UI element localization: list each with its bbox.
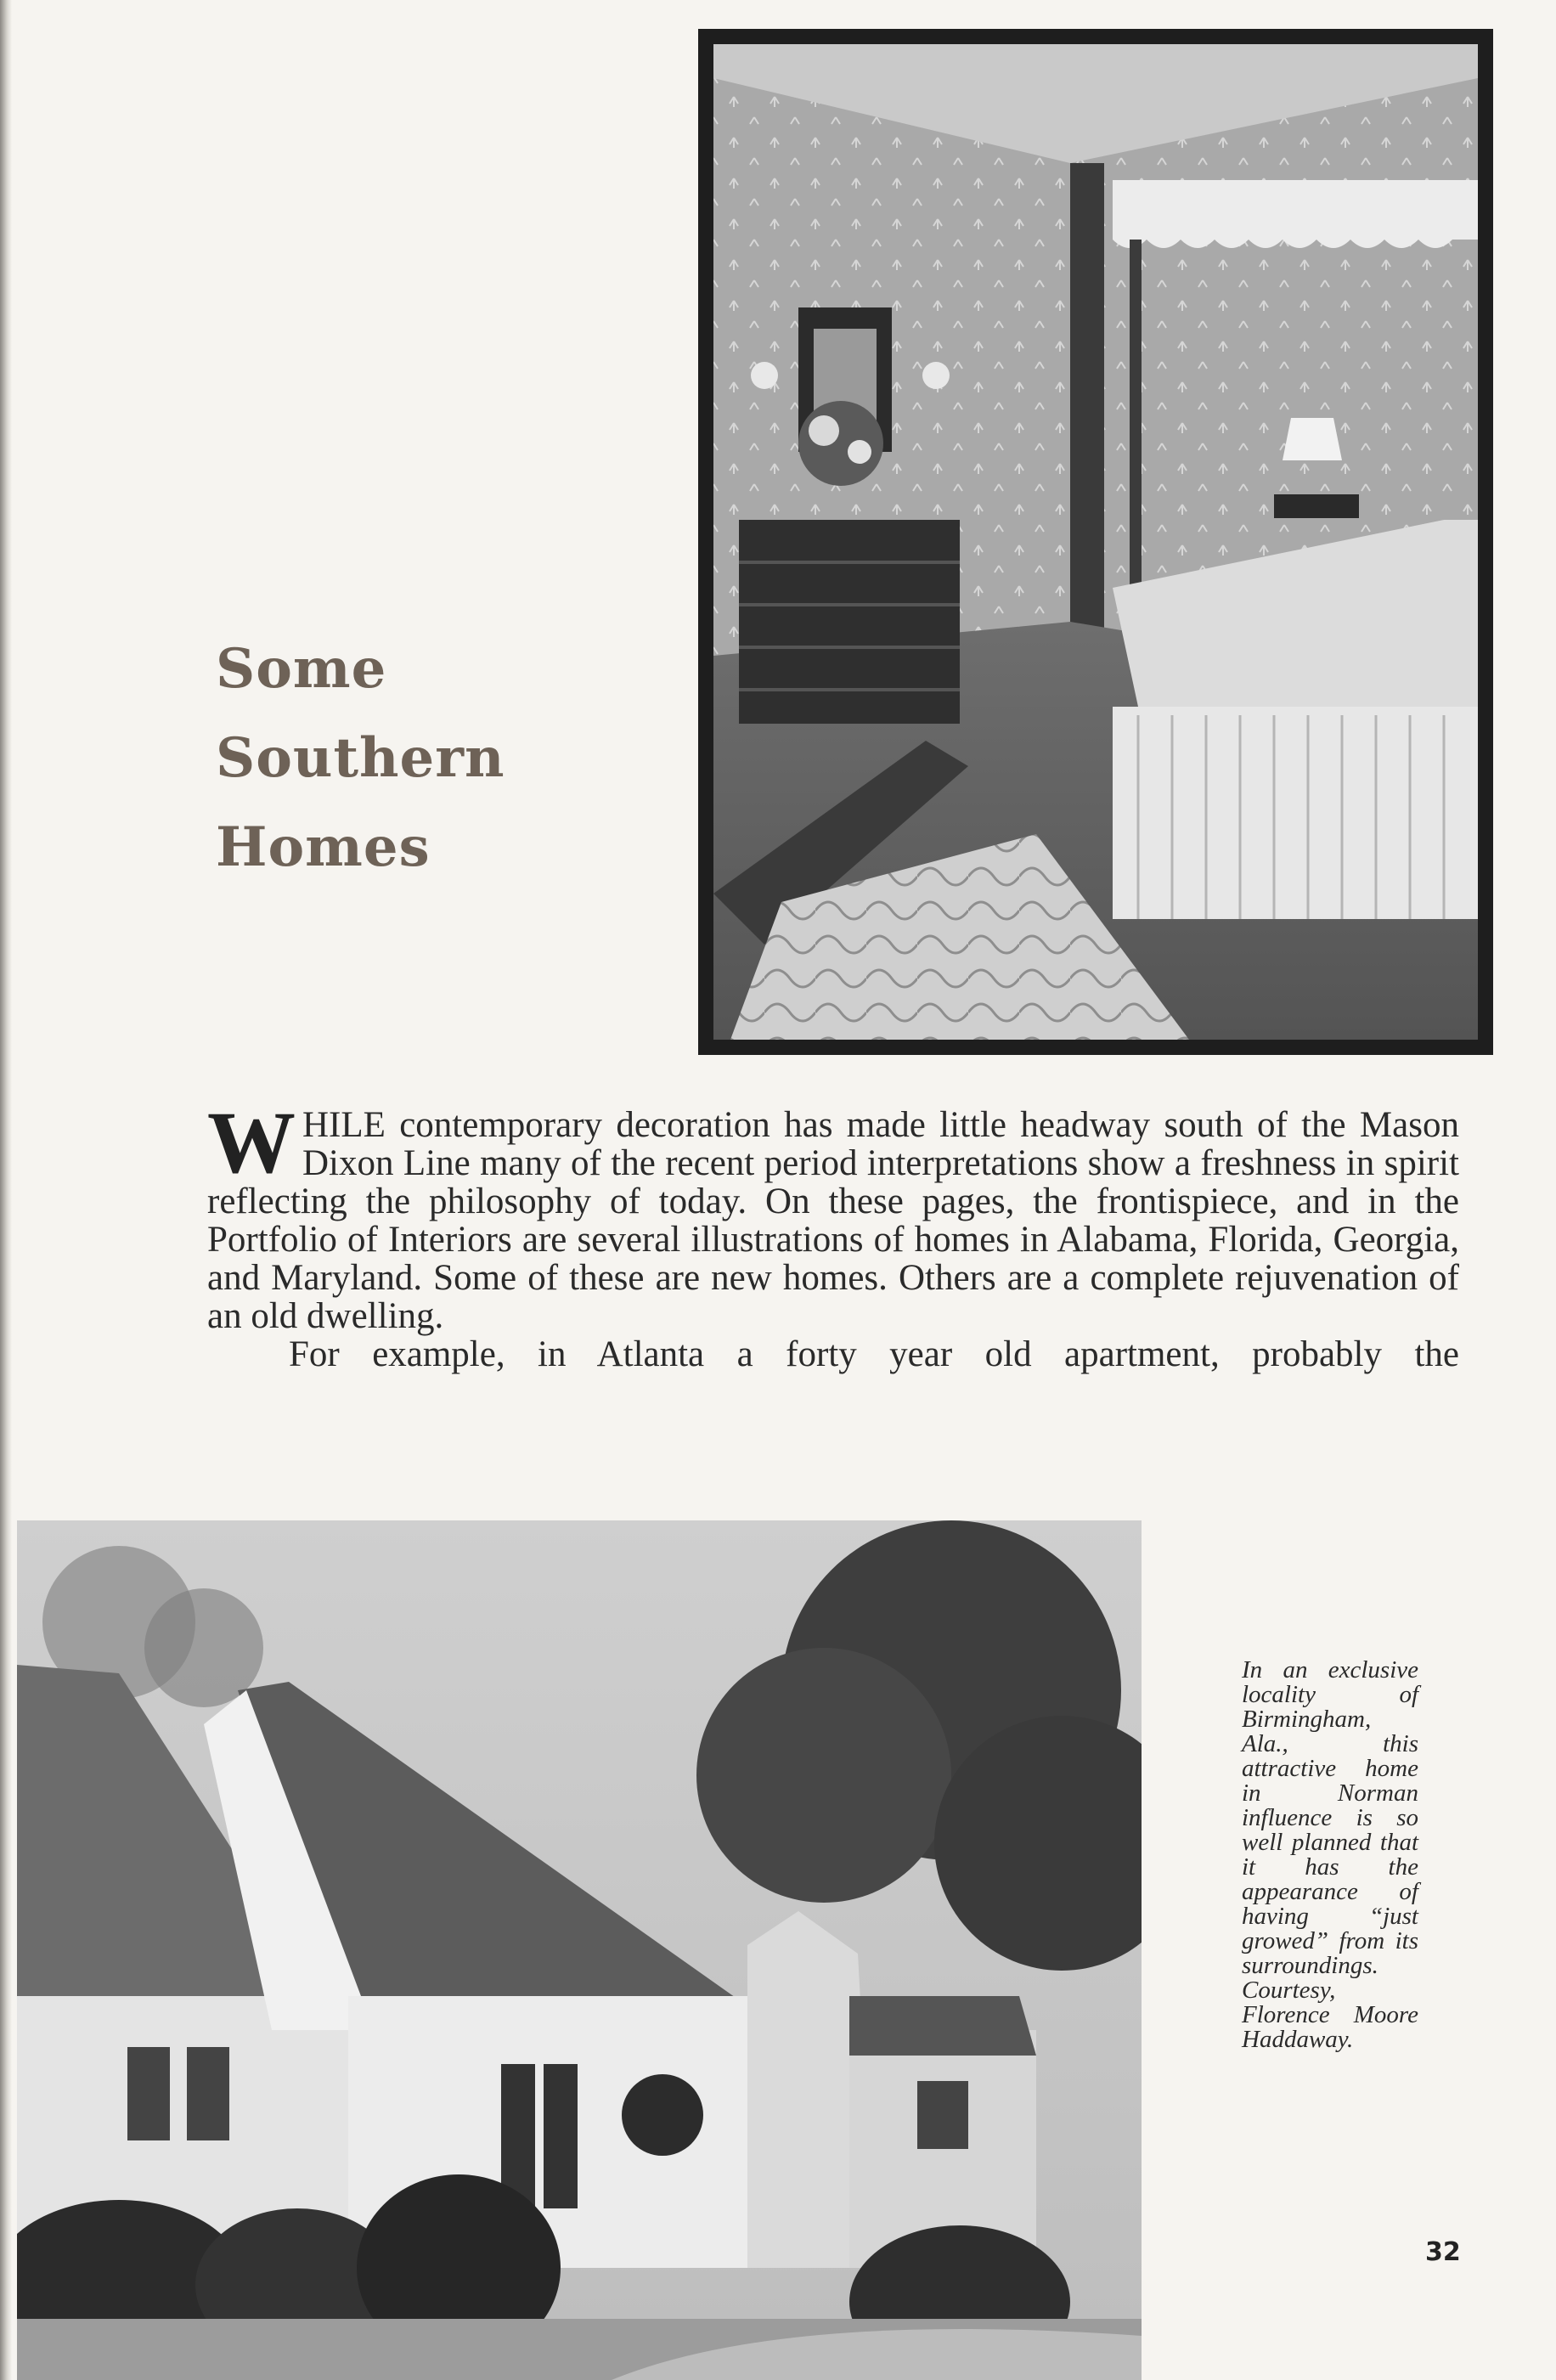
- house-photo: [17, 1520, 1142, 2380]
- photo-caption: In an exclusive locality of Birmingham, Ala., this attractive home in Norman influence is so well planned that it has the appearance of having “just growed” from its surroundings. Courtesy, Florence Moore Haddaway.: [1242, 1656, 1418, 2053]
- binding-shadow: [0, 0, 12, 2380]
- article-body: [207, 1094, 1459, 1374]
- article-title: [216, 624, 572, 892]
- title-line-1: Some: [216, 637, 387, 701]
- paragraph-2: For example, in Atlanta a forty year old apartment, probably the: [289, 1334, 1459, 1374]
- house-photo-illustration: [17, 1520, 1142, 2380]
- paragraph-1-text: HILE contemporary decoration has made little headway south of the Mason Dixon Line many of the recent period interpretations show a freshness in spirit reflecting the philosophy of today. On these pages, the frontispiece, and in the Portfolio of Interiors are several illustrations of homes in Alabama, Florida, Georgia, and Maryland. Some of these are new homes. Others are a complete rejuvenation of an old dwelling.: [207, 1105, 1459, 1336]
- paragraph-1: [207, 1094, 1459, 1336]
- bedroom-photo: [698, 29, 1493, 1055]
- title-line-2: Southern: [216, 726, 505, 790]
- page-number: 32: [1425, 2237, 1461, 2267]
- dropcap: W: [207, 1094, 296, 1192]
- title-line-3: Homes: [216, 815, 431, 879]
- bedroom-photo-illustration: [713, 44, 1478, 1040]
